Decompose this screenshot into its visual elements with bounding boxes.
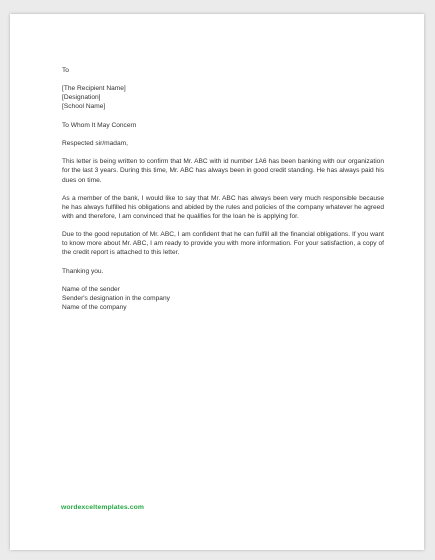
letter-closing: Thanking you.: [62, 267, 104, 275]
body-paragraph-2: As a member of the bank, I would like to say that Mr. ABC has always been very much responsible because he has always fulfilled his obligations and abided by the rules and policies of the company whatever he agreed with and therefore, I am convinced that he qualifies for the loan he is applying for.: [62, 194, 384, 220]
letter-salutation: Respected sir/madam,: [62, 140, 128, 148]
document-page: [10, 14, 424, 550]
body-paragraph-1: This letter is being written to confirm that Mr. ABC with id number 1A6 has been banking with our organization for the last 3 years. During this time, Mr. ABC has always been in good credit standing. He has always paid his dues on time.: [62, 158, 384, 184]
sender-name: Name of the sender: [62, 286, 120, 293]
recipient-school: [School Name]: [62, 103, 106, 111]
recipient-name: [The Recipient Name]: [62, 85, 126, 93]
letter-body: [62, 66, 384, 312]
sender-company: Name of the company: [62, 304, 127, 312]
recipient-address: [62, 84, 384, 111]
to-label: To: [62, 67, 69, 74]
sender-designation: Sender's designation in the company: [62, 295, 170, 303]
letter-subject: To Whom It May Concern: [62, 121, 137, 129]
recipient-designation: [Designation]: [62, 94, 101, 102]
body-paragraph-3: Due to the good reputation of Mr. ABC, I am confident that he can fulfill all the financial obligations. If you want to know more about Mr. ABC, I am ready to provide you with more information. For your satisfaction, a copy of the credit report is attached to this letter.: [62, 231, 384, 257]
watermark-link[interactable]: wordexceltemplates.com: [61, 504, 145, 511]
sender-signature-block: [62, 285, 384, 312]
